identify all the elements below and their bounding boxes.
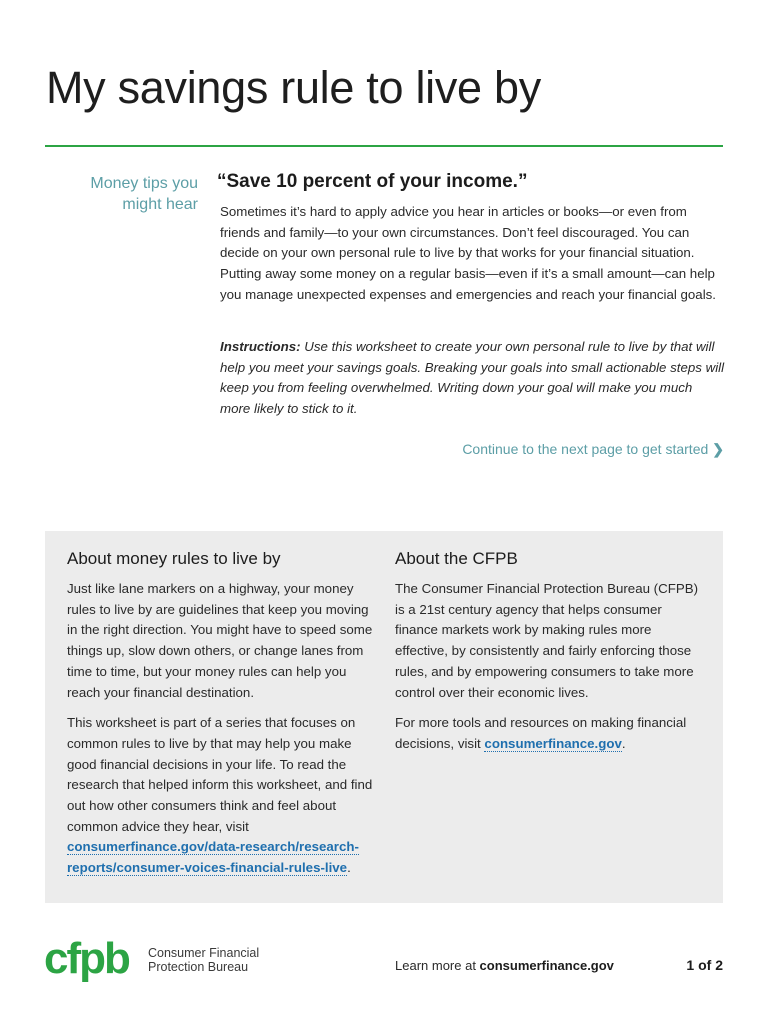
footer-learn-more [395, 958, 614, 973]
about-rules-para2-text: This worksheet is part of a series that focuses on common rules to live by that may help you make good financial decisions in your life. To read the research that helped inform this worksheet, and find out how other consumers think and feel about common advice they hear, visit [67, 715, 373, 834]
cfpb-logo-text: cfpb [44, 935, 129, 983]
instructions-label: Instructions: [220, 339, 301, 354]
about-rules-para2 [67, 713, 377, 879]
agency-name [148, 946, 259, 974]
about-rules-section [67, 549, 377, 889]
instructions-paragraph [220, 337, 725, 420]
sidebar-label: Money tips you might hear [90, 175, 198, 213]
agency-name-line2: Protection Bureau [148, 960, 249, 974]
continue-label: Continue to the next page to get started [462, 441, 709, 457]
about-rules-para1: Just like lane markers on a highway, your money rules to live by are guidelines that keep you moving in the right direction. You might have to speed some things up, slow down others, or change lanes from time to time, but your money rules can help you reach your financial destination. [67, 581, 373, 700]
footer-site-link[interactable]: consumerfinance.gov [479, 958, 614, 973]
cfpb-link[interactable]: consumerfinance.gov [484, 735, 622, 751]
instructions-text: Use this worksheet to create your own personal rule to live by that will help you meet your savings goals. Breaking your goals into small actionable steps will keep you from feeling overwhelmed. Writing down your goal will make you much more likely to stick to it. [220, 339, 725, 417]
chevron-right-icon: ❯ [712, 441, 724, 457]
agency-name-line1: Consumer Financial [148, 946, 260, 960]
about-cfpb-period: . [621, 735, 626, 751]
about-cfpb-para2-text: For more tools and resources on making financial decisions, visit [395, 715, 687, 751]
title-divider [45, 145, 723, 147]
about-cfpb-heading: About the CFPB [395, 549, 518, 568]
info-box [45, 531, 723, 903]
cfpb-logo [44, 935, 140, 990]
quote-heading: “Save 10 percent of your income.” [217, 171, 528, 192]
intro-paragraph: Sometimes it’s hard to apply advice you hear in articles or books—or even from friends and family—to your own circumstances. Don’t feel discouraged. You can decide on your own personal rule to live by that works for your financial situation. Putting away some money on a regular basis—even if it’s a small amount—can help you manage unexpected expenses and emergencies and reach your financial goals. [220, 204, 717, 302]
about-rules-heading: About money rules to live by [67, 549, 281, 568]
page-title: My savings rule to live by [46, 62, 541, 113]
research-link[interactable]: consumerfinance.gov/data-research/research-reports/consumer-voices-financial-rules-live [67, 839, 359, 876]
page-number: 1 of 2 [686, 957, 723, 973]
about-rules-period: . [347, 860, 351, 876]
about-cfpb-para2 [395, 713, 705, 754]
footer-learn-prefix: Learn more at [395, 958, 480, 973]
about-cfpb-section [395, 549, 705, 765]
cfpb-logo-mark [44, 935, 140, 985]
continue-link[interactable] [462, 441, 724, 458]
about-cfpb-para1: The Consumer Financial Protection Bureau (CFPB) is a 21st century agency that helps consumer finance markets work by making rules more effective, by consistently and fairly enforcing those rules, and by empowering consumers to take more control over their economic lives. [395, 581, 698, 700]
